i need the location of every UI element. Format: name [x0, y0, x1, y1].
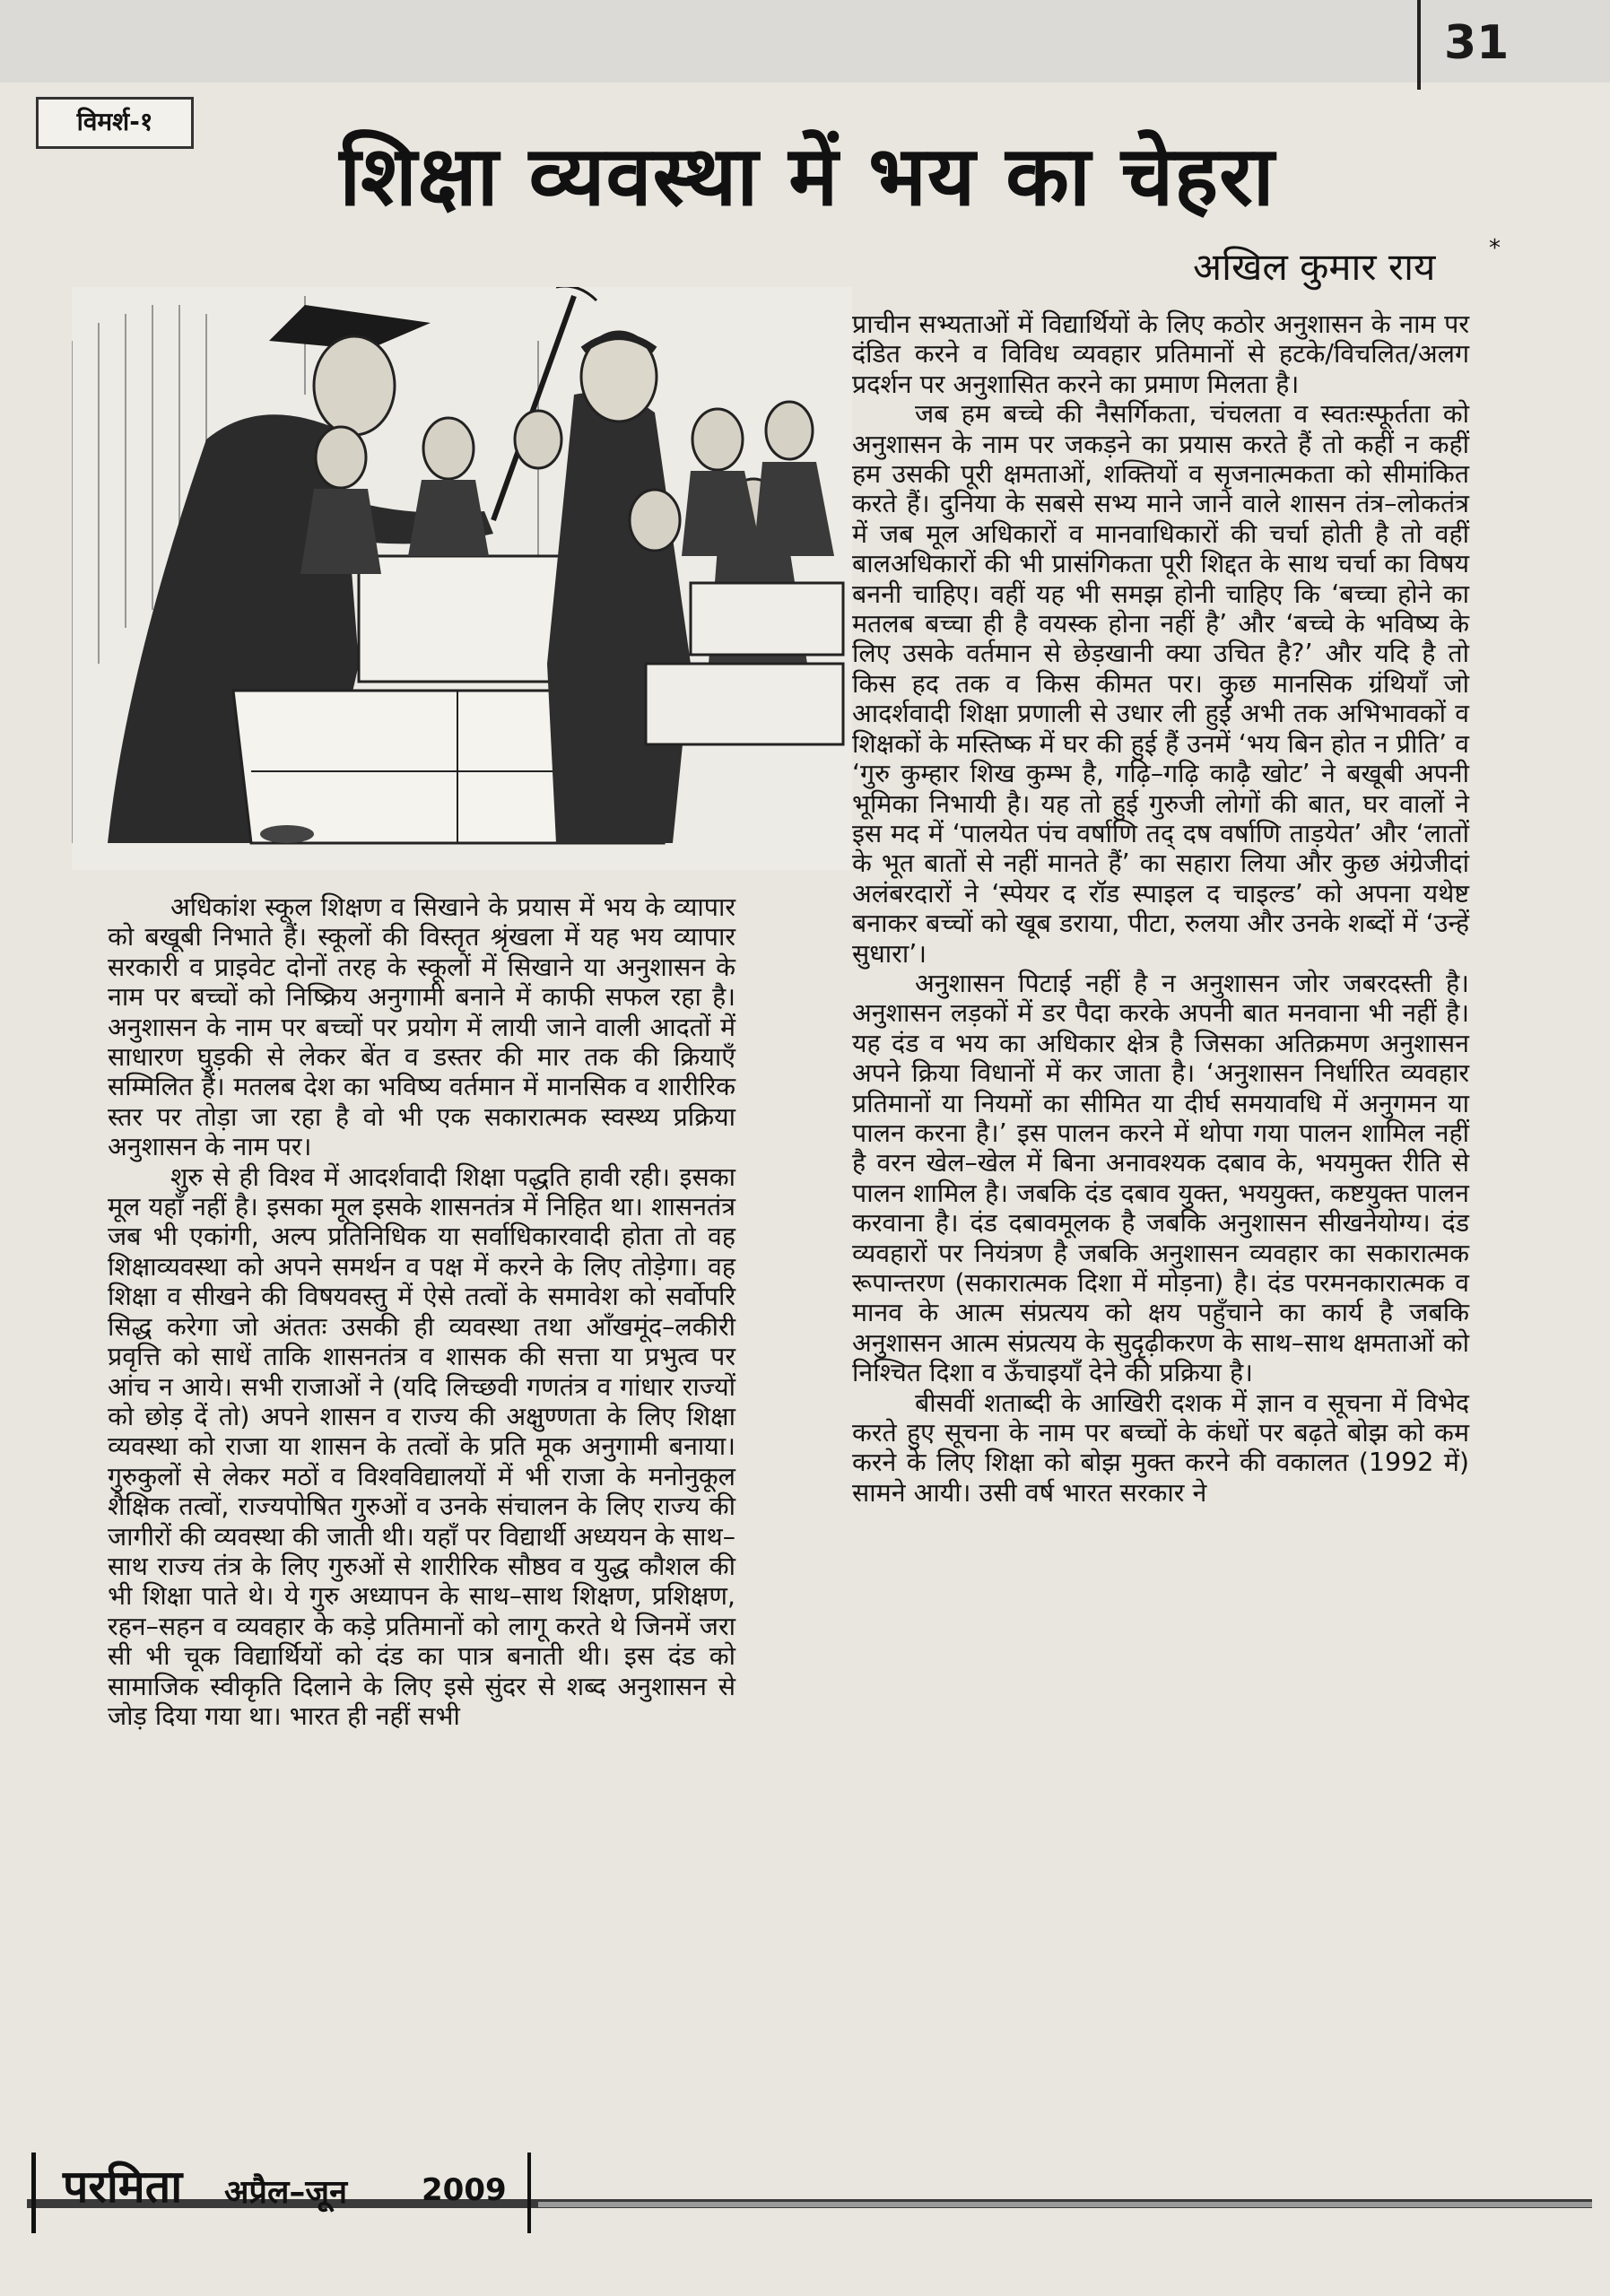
- paragraph: अनुशासन पिटाई नहीं है न अनुशासन जोर जबरदस्ती है। अनुशासन लड़कों में डर पैदा करके अपनी बात मनवाना भी नहीं है। यह दंड व भय का अधिकार क्षेत्र है जिसका अतिक्रमण अनुशासन अपने क्रिया विधानों में कर जाता है। ‘अनुशासन निर्धारित व्यवहार प्रतिमानों या नियमों का सीमित या दीर्घ समयावधि में अनुगमन या पालन करना है।’ इस पालन करने में थोपा गया पालन शामिल नहीं है वरन खेल–खेल में बिना अनावश्यक दबाव के, भयमुक्त रीति से पालन शामिल है। जबकि दंड दबाव युक्त, भययुक्त, कष्टयुक्त पालन करवाना है। दंड दबावमूलक है जबकि अनुशासन सीखनेयोग्य। दंड व्यवहारों पर नियंत्रण है जबकि अनुशासन व्यवहार का सकारात्मक रूपान्तरण (सकारात्मक दिशा में मोड़ना) है। दंड परमनकारात्मक व मानव के आत्म संप्रत्यय को क्षय पहुँचाने का कार्य है जबकि अनुशासन आत्म संप्रत्यय के सुदृढ़ीकरण के साथ–साथ क्षमताओं को निश्चित दिशा व ऊँचाइयाँ देने की प्रक्रिया है।: [852, 968, 1469, 1388]
- issue-year: 2009: [422, 2172, 507, 2208]
- paragraph: अधिकांश स्कूल शिक्षण व सिखाने के प्रयास में भय के व्यापार को बखूबी निभाते हैं। स्कूलों की विस्तृत श्रृंखला में यह भय व्यापार सरकारी व प्राइवेट दोनों तरह के स्कूलों में सिखाने या अनुशासन के नाम पर बच्चों को निष्क्रिय अनुगामी बनाने में काफी सफल रहा है। अनुशासन के नाम पर बच्चों पर प्रयोग में लायी जाने वाली आदतों में साधारण घुड़की से लेकर बेंत व डस्तर की मार तक की क्रियाएँ सम्मिलित हैं। मतलब देश का भविष्य वर्तमान में मानसिक व शारीरिक स्तर पर तोड़ा जा रहा है वो भी एक सकारात्मक स्वस्थ्य प्रक्रिया अनुशासन के नाम पर।: [108, 892, 735, 1162]
- article-title: शिक्षा व्यवस्था में भय का चेहरा: [339, 128, 1275, 224]
- paragraph: शुरु से ही विश्व में आदर्शवादी शिक्षा पद्धति हावी रही। इसका मूल यहाँ नहीं है। इसका मूल इसके शासनतंत्र में निहित था। शासनतंत्र जब भी एकांगी, अल्प प्रतिनिधिक या सर्वाधिकारवादी होता तो वह शिक्षाव्यवस्था को अपने समर्थन व पक्ष में करने के लिए तोड़ेगा। वह शिक्षा व सीखने की विषयवस्तु में ऐसे तत्वों के समावेश को सर्वोपरि सिद्ध करेगा जो अंततः उसकी ही व्यवस्था तथा आँखमूंद–लकीरी प्रवृत्ति को साधें ताकि शासनतंत्र व शासक की सत्ता या प्रभुत्व पर आंच न आये। सभी राजाओं ने (यदि लिच्छवी गणतंत्र व गांधार राज्यों को छोड़ दें तो) अपने शासन व राज्य की अक्षुण्णता के लिए शिक्षा व्यवस्था को राजा या शासन के तत्वों के प्रति मूक अनुगामी बनाया। गुरुकुलों से लेकर मठों व विश्वविद्यालयों में भी राजा के मनोनुकूल शैक्षिक तत्वों, राज्यपोषित गुरुओं व उनके संचालन के लिए राज्य की जागीरों की व्यवस्था की जाती थी। यहाँ पर विद्यार्थी अध्ययन के साथ–साथ राज्य तंत्र के लिए गुरुओं से शारीरिक सौष्ठव व युद्ध कौशल की भी शिक्षा पाते थे। ये गुरु अध्यापन के साथ–साथ शिक्षण, प्रशिक्षण, रहन–सहन व व्यवहार के कड़े प्रतिमानों को लागू करते थे जिनमें जरा सी भी चूक विद्यार्थियों को दंड का पात्र बनाती थी। इस दंड को सामाजिक स्वीकृति दिलाने के लिए इसे सुंदर से शब्द अनुशासन से जोड़ दिया गया था। भारत ही नहीं सभी: [108, 1161, 735, 1731]
- paragraph: जब हम बच्चे की नैसर्गिकता, चंचलता व स्वतःस्फूर्तता को अनुशासन के नाम पर जकड़ने का प्रयास करते हैं तो कहीं न कहीं हम उसकी पूरी क्षमताओं, शक्तियों व सृजनात्मकता को सीमांकित करते हैं। दुनिया के सबसे सभ्य माने जाने वाले शासन तंत्र–लोकतंत्र में जब मूल अधिकारों व मानवाधिकारों की चर्चा होती है तो वहीं बालअधिकारों की भी प्रासंगिकता पूरी शिद्दत के साथ चर्चा का विषय बननी चाहिए। वहीं यह भी समझ होनी चाहिए कि ‘बच्चा होने का मतलब बच्चा ही है वयस्क होना नहीं है’ और ‘बच्चे के भविष्य के लिए उसके वर्तमान से छेड़खानी क्या उचित है?’ और यदि है तो किस हद तक व किस कीमत पर। कुछ मानसिक ग्रंथियाँ जो आदर्शवादी शिक्षा प्रणाली से उधार ली हुई अभी तक अभिभावकों व शिक्षकों के मस्तिष्क में घर की हुई हैं उनमें ‘भय बिन होत न प्रीति’ व ‘गुरु कुम्हार शिख कुम्भ है, गढ़ि–गढ़ि काढ़ै खोट’ ने बखूबी अपनी भूमिका निभायी है। यह तो हुई गुरुजी लोगों की बात, घर वालों ने इस मद में ‘पालयेत पंच वर्षाणि तद् दष वर्षाणि ताड़येत’ और ‘लातों के भूत बातों से नहीं मानते हैं’ का सहारा लिया और कुछ अंग्रेजीदां अलंबरदारों ने ‘स्पेयर द रॉड स्पाइल द चाइल्ड’ को अपना यथेष्ट बनाकर बच्चों को खूब डराया, पीटा, रुलया और उनके शब्दों में ‘उन्हें सुधारा’।: [852, 399, 1469, 969]
- section-tag: विमर्श-१: [36, 97, 194, 149]
- author-footnote-mark: *: [1489, 235, 1501, 262]
- paragraph: बीसवीं शताब्दी के आखिरी दशक में ज्ञान व सूचना में विभेद करते हुए सूचना के नाम पर बच्चों के कंधों पर बढ़ते बोझ को कम करने के लिए शिक्षा को बोझ मुक्त करने की वकालत (1992 में) सामने आयी। उसी वर्ष भारत सरकार ने: [852, 1387, 1469, 1508]
- page-number-divider: [1417, 0, 1421, 90]
- top-header-band: [0, 0, 1610, 83]
- paragraph: प्राचीन सभ्यताओं में विद्यार्थियों के लिए कठोर अनुशासन के नाम पर दंडित करने व विविध व्यवहार प्रतिमानों से हटके/विचलित/अलग प्रदर्शन पर अनुशासित करने का प्रमाण मिलता है।: [852, 309, 1469, 399]
- left-column-text: [108, 892, 735, 1731]
- footer-rule-light: [538, 2202, 1592, 2207]
- issue-months: अप्रैल–जून: [224, 2174, 348, 2211]
- magazine-name: परमिता: [63, 2161, 183, 2213]
- classroom-illustration: [72, 287, 852, 870]
- footer-left-bar: [31, 2152, 36, 2233]
- footer-mid-bar: [527, 2152, 531, 2233]
- page-number: 31: [1444, 16, 1510, 70]
- author-name: अखिल कुमार राय: [1193, 245, 1436, 289]
- right-column-text: [852, 309, 1469, 1508]
